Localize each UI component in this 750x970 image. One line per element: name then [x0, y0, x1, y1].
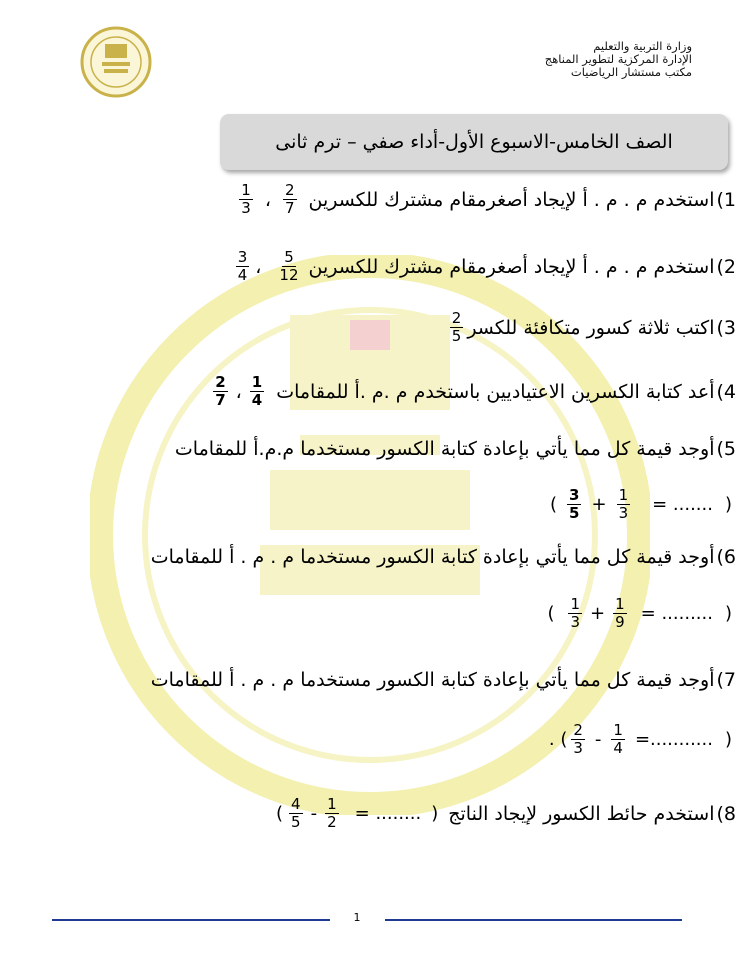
fraction — [571, 722, 585, 757]
question-number: 4) — [716, 380, 736, 403]
numerator: 1 — [613, 721, 623, 739]
separator: ، — [235, 380, 242, 403]
ministry-line: وزارة التربية والتعليم — [593, 39, 692, 53]
denominator: 4 — [237, 266, 248, 284]
question-number: 1) — [716, 188, 736, 211]
question-text: أوجد قيمة كل مما يأتي بإعادة كتابة الكسور مستخدما م . م . أ للمقامات — [150, 546, 715, 568]
answer-blank: = ....... — [652, 494, 713, 515]
close-paren: ) — [724, 729, 732, 750]
question-7 — [151, 669, 736, 691]
question-number: 7) — [716, 669, 736, 691]
denominator: 3 — [573, 739, 583, 757]
worksheet-title — [220, 114, 728, 170]
numerator: 1 — [251, 373, 263, 391]
denominator: 3 — [618, 504, 629, 522]
footer-rule-left — [52, 919, 330, 921]
separator: ، — [255, 255, 262, 278]
fraction — [250, 374, 264, 409]
fraction — [239, 182, 253, 217]
denominator: 12 — [279, 266, 299, 284]
numerator: 5 — [284, 248, 294, 266]
numerator: 3 — [237, 248, 248, 266]
denominator: 3 — [570, 613, 581, 631]
question-8 — [276, 796, 736, 831]
fraction — [213, 374, 227, 409]
ministry-line: الإدارة المركزية لتطوير المناهج — [544, 52, 692, 66]
question-number: 8) — [716, 802, 736, 825]
question-5 — [175, 438, 736, 460]
expression-7 — [549, 722, 732, 757]
question-6 — [151, 546, 736, 568]
denominator: 5 — [451, 327, 462, 345]
expression-5 — [550, 487, 732, 522]
fraction — [325, 796, 339, 831]
numerator: 1 — [618, 486, 629, 504]
question-text: اكتب ثلاثة كسور متكافئة للكسر — [467, 316, 715, 339]
denominator: 5 — [291, 813, 301, 831]
fraction — [617, 487, 631, 522]
operator: - — [310, 803, 318, 824]
open-paren: . ( — [548, 729, 568, 750]
numerator: 2 — [215, 373, 226, 391]
numerator: 1 — [241, 181, 251, 199]
numerator: 1 — [327, 795, 337, 813]
operator: + — [591, 494, 607, 515]
denominator: 2 — [327, 813, 337, 831]
question-text: استخدم م . م . أ لإيجاد أصغرمقام مشترك للكسرين — [308, 188, 715, 211]
question-2 — [232, 249, 736, 284]
fraction — [568, 596, 582, 631]
question-text: استخدم م . م . أ لإيجاد أصغرمقام مشترك للكسرين — [308, 255, 715, 278]
close-paren: ) — [431, 803, 439, 824]
fraction — [283, 182, 297, 217]
answer-blank: = ......... — [640, 603, 713, 624]
question-text: استخدم حائط الكسور لإيجاد الناتج — [448, 802, 715, 825]
denominator: 9 — [615, 613, 625, 631]
question-number: 5) — [716, 438, 736, 460]
expression-8 — [276, 796, 438, 831]
question-number: 2) — [716, 255, 736, 278]
page-number: 1 — [353, 911, 361, 924]
question-text: أعد كتابة الكسرين الاعتياديين باستخدم م .م .أ للمقامات — [276, 380, 715, 403]
question-text: أوجد قيمة كل مما يأتي بإعادة كتابة الكسور مستخدما م . م . أ للمقامات — [150, 669, 715, 691]
operator: + — [590, 603, 606, 624]
fraction — [277, 249, 300, 284]
answer-blank: =........... — [634, 729, 713, 750]
numerator: 1 — [570, 595, 581, 613]
fraction — [613, 596, 627, 631]
numerator: 2 — [573, 721, 583, 739]
fraction — [236, 249, 250, 284]
question-number: 3) — [716, 316, 736, 339]
numerator: 2 — [284, 181, 295, 199]
footer-rule-right — [385, 919, 682, 921]
open-paren: ( — [276, 803, 284, 824]
numerator: 4 — [291, 795, 301, 813]
question-3 — [446, 310, 736, 345]
close-paren: ) — [724, 603, 732, 624]
open-paren: ( — [550, 494, 558, 515]
question-1 — [235, 182, 736, 217]
ministry-header — [545, 40, 692, 79]
numerator: 2 — [451, 309, 462, 327]
operator: - — [594, 729, 602, 750]
separator: ، — [264, 188, 271, 211]
answer-blank: = ........ — [354, 803, 422, 824]
close-paren: ) — [724, 494, 732, 515]
title-text: الصف الخامس-الاسبوع الأول-أداء صفي – ترم ثانى — [275, 131, 673, 153]
denominator: 4 — [613, 739, 623, 757]
ministry-seal-icon — [80, 26, 152, 98]
fraction — [611, 722, 625, 757]
numerator: 1 — [615, 595, 625, 613]
denominator: 5 — [569, 504, 580, 522]
fraction — [289, 796, 303, 831]
fraction — [567, 487, 581, 522]
question-4 — [209, 374, 736, 409]
open-paren: ( — [547, 603, 555, 624]
fraction — [450, 310, 464, 345]
ministry-line: مكتب مستشار الرياضيات — [570, 65, 692, 79]
numerator: 3 — [569, 486, 580, 504]
denominator: 4 — [251, 391, 263, 409]
denominator: 3 — [241, 199, 251, 217]
expression-6 — [547, 596, 732, 631]
question-number: 6) — [716, 546, 736, 568]
denominator: 7 — [284, 199, 295, 217]
question-text: أوجد قيمة كل مما يأتي بإعادة كتابة الكسور مستخدما م.م.أ للمقامات — [174, 438, 715, 460]
denominator: 7 — [215, 391, 226, 409]
